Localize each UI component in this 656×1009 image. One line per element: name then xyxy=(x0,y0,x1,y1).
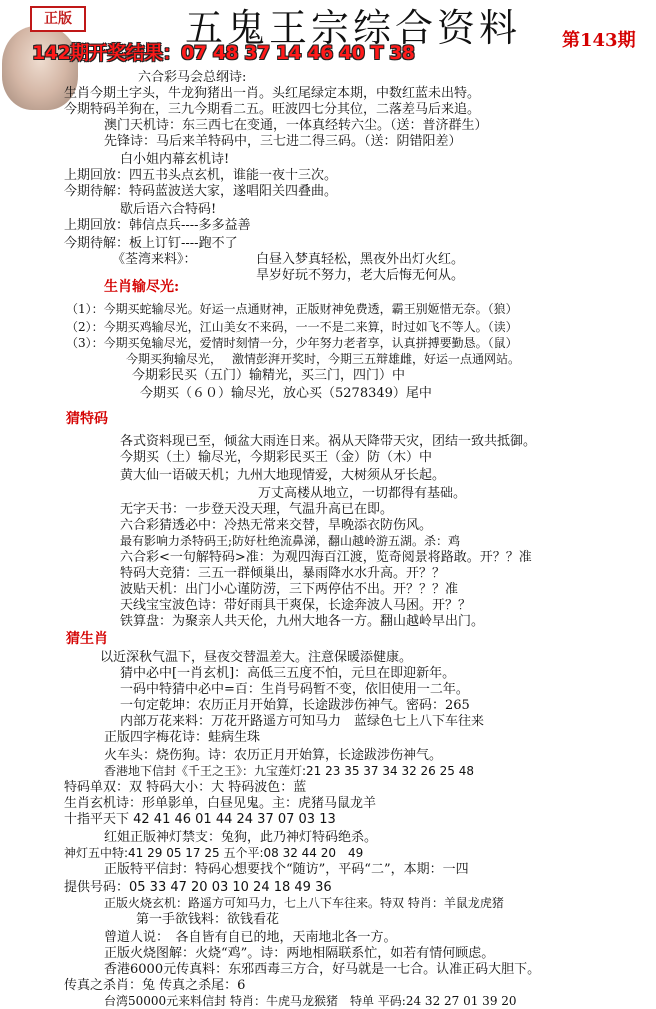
text-line: 正版四字梅花诗：蛙病生珠 xyxy=(104,730,261,745)
text-line: 正版火烧图解：火烧“鸡”。诗：两地相隔联系忙，如若有情何顾虑。 xyxy=(104,946,495,961)
section-heading: 猜特码 xyxy=(66,411,108,427)
text-line: 神灯五中特:41 29 05 17 25 五个平:08 32 44 20 49 xyxy=(64,846,364,860)
section-heading: 生肖输尽光: xyxy=(104,279,180,295)
text-line: 台湾50000元来料信封 特肖：牛虎马龙猴猪 特单 平码:24 32 27 01 39 20 xyxy=(104,994,517,1008)
text-line: 波贴天机：出门小心谨防涝，三下两停估不出。开？？？准 xyxy=(120,582,459,597)
text-line: 澳门天机诗：东三西七在变通，一体真经转六尘。（送：普济群生） xyxy=(104,118,488,133)
text-line: （1）：今期买蛇输尽光。好运一点通财神，正版财神免费透，霸王别姬惜无奈。（狼） xyxy=(66,302,518,316)
text-line: 内部万花来料：万花开路遥方可知马力 蓝绿色七上八下车往来 xyxy=(120,714,485,729)
text-line: 《荃湾来料》： xyxy=(112,252,197,267)
text-line: 各式资料现已至，倾盆大雨连日来。祸从天降带天灾，团结一致共抵御。 xyxy=(120,434,537,449)
text-line: 歇后语六合特码! xyxy=(120,202,217,217)
text-line: 一码中特猜中必中=百：生肖号码暂不变，依旧使用一二年。 xyxy=(120,682,469,697)
text-line: 黄大仙一语破天机；九州大地现情爱，大树须从牙长起。 xyxy=(120,468,446,483)
text-line: 十指平天下 42 41 46 01 44 24 37 07 03 13 xyxy=(64,812,336,827)
issue-number: 第143期 xyxy=(562,30,636,51)
text-line: 火车头：烧伤狗。诗：农历正月开始算，长途跋涉伤神气。 xyxy=(104,748,443,763)
text-line: （2）：今期买鸡输尽光，江山美女不来码，一一不是二来算，时过如飞不等人。（读） xyxy=(66,320,518,334)
text-line: 今期特码羊狗在，三九今期看二五。旺波四七分其位，二落差马后来追。 xyxy=(64,102,481,117)
text-line: 生肖今期土字头，牛龙狗猪出一肖。头红尾绿定本期，中数红蓝未出特。 xyxy=(64,86,481,101)
text-line: 白昼入梦真轻松，黑夜外出灯火红。 xyxy=(256,252,465,267)
text-line: 今期买狗输尽光， xyxy=(126,352,223,366)
text-line: 曾道人说： 各自皆有自已的地，天南地北各一方。 xyxy=(104,930,397,945)
text-line: 猜中必中[一肖玄机]：高低三五度不怕，元旦在即迎新年。 xyxy=(120,666,456,681)
text-line: 今期彩民买（五门）输精光，买三门，四门）中 xyxy=(132,368,406,383)
text-line: 正版火烧玄机：路遥方可知马力，七上八下车往来。特双 特肖：羊鼠龙虎猪 xyxy=(104,896,504,910)
text-line: 生肖玄机诗：形单影单，白昼见鬼。主：虎猪马鼠龙羊 xyxy=(64,796,377,811)
text-line: 激情彭湃开奖时，今期三五辩雄雌，好运一点通网站。 xyxy=(232,352,521,366)
text-line: 今期待解：特码蓝波送大家，遂唱阳关四叠曲。 xyxy=(64,184,338,199)
text-line: 六合彩猜透必中：冷热无常来交替，旱晚添衣防伤风。 xyxy=(120,518,433,533)
text-line: 今期待解：板上订钉----跑不了 xyxy=(64,236,238,251)
text-line: 传真之杀肖：兔 传真之杀尾：6 xyxy=(64,978,246,993)
text-line: 白小姐内幕玄机诗! xyxy=(120,152,230,167)
text-line: 香港地下信封《千王之王》：九宝莲灯:21 23 35 37 34 32 26 25 48 xyxy=(104,764,474,778)
page-title: 五鬼王宗综合资料 xyxy=(185,6,522,50)
text-line: 六合彩马会总纲诗: xyxy=(138,70,247,85)
text-line: 最有影响力杀特码王;防好杜绝流鼻涕，翻山越岭游五湖。杀：鸡 xyxy=(120,534,461,548)
text-line: 上期回放：韩信点兵----多多益善 xyxy=(64,218,251,233)
text-line: 以近深秋气温下，昼夜交替温差大。注意保暖添健康。 xyxy=(100,650,413,665)
text-line: 今期买（土）输尽光，今期彩民买王（金）防（木）中 xyxy=(120,450,433,465)
text-line: 无字天书：一步登天没天理，气温升高已在即。 xyxy=(120,502,394,517)
results-banner: 142期开奖结果：07 48 37 14 46 40 T 38 xyxy=(32,42,415,64)
text-line: 六合彩<一句解特码>准：为观四海百江渡，览奇阅景将路敢。开？？准 xyxy=(120,550,532,565)
text-line: 今期买（６０）输尽光，放心买（5278349）尾中 xyxy=(140,386,432,401)
text-line: 一句定乾坤：农历正月开始算，长途跋涉伤神气。密码：265 xyxy=(120,698,470,713)
text-line: 铁算盘：为聚亲人共天伦，九州大地各一方。翻山越岭早出门。 xyxy=(120,614,485,629)
text-line: 万丈高楼从地立，一切都得有基础。 xyxy=(258,486,467,501)
text-line: （3）：今期买兔输尽光，爱情时刻情一分，少年努力老者享，认真拼搏要勤恳。（鼠） xyxy=(66,336,518,350)
text-line: 天线宝宝波色诗：带好雨具干爽保，长途奔波人马困。开？？ xyxy=(120,598,472,613)
text-line: 上期回放：四五书头点玄机，谁能一夜十三次。 xyxy=(64,168,338,183)
text-line: 特码大竞猜：三五一群倾巢出，暴雨降水水升高。开？？ xyxy=(120,566,446,581)
text-line: 第一手欲钱料：欲钱看花 xyxy=(136,912,280,927)
edition-stamp: 正版 xyxy=(30,6,86,32)
text-line: 先锋诗：马后来羊特码中，三七进二得三码。（送：阴错阳差） xyxy=(104,134,462,149)
text-line: 提供号码：05 33 47 20 03 10 24 18 49 36 xyxy=(64,880,332,895)
text-line: 特码单双：双 特码大小：大 特码波色：蓝 xyxy=(64,780,307,795)
section-heading: 猜生肖 xyxy=(66,631,108,647)
text-line: 正版特平信封：特码心想要找个“随访”，平码“二”，本期：一四 xyxy=(104,862,469,877)
text-line: 红姐正版神灯禁支：兔狗，此乃神灯特码绝杀。 xyxy=(104,830,378,845)
text-line: 香港6000元传真料：东邪西毒三方合，好马就是一七合。认准正码大胆下。 xyxy=(104,962,541,977)
text-line: 旱岁好玩不努力，老大后悔无何从。 xyxy=(256,268,465,283)
